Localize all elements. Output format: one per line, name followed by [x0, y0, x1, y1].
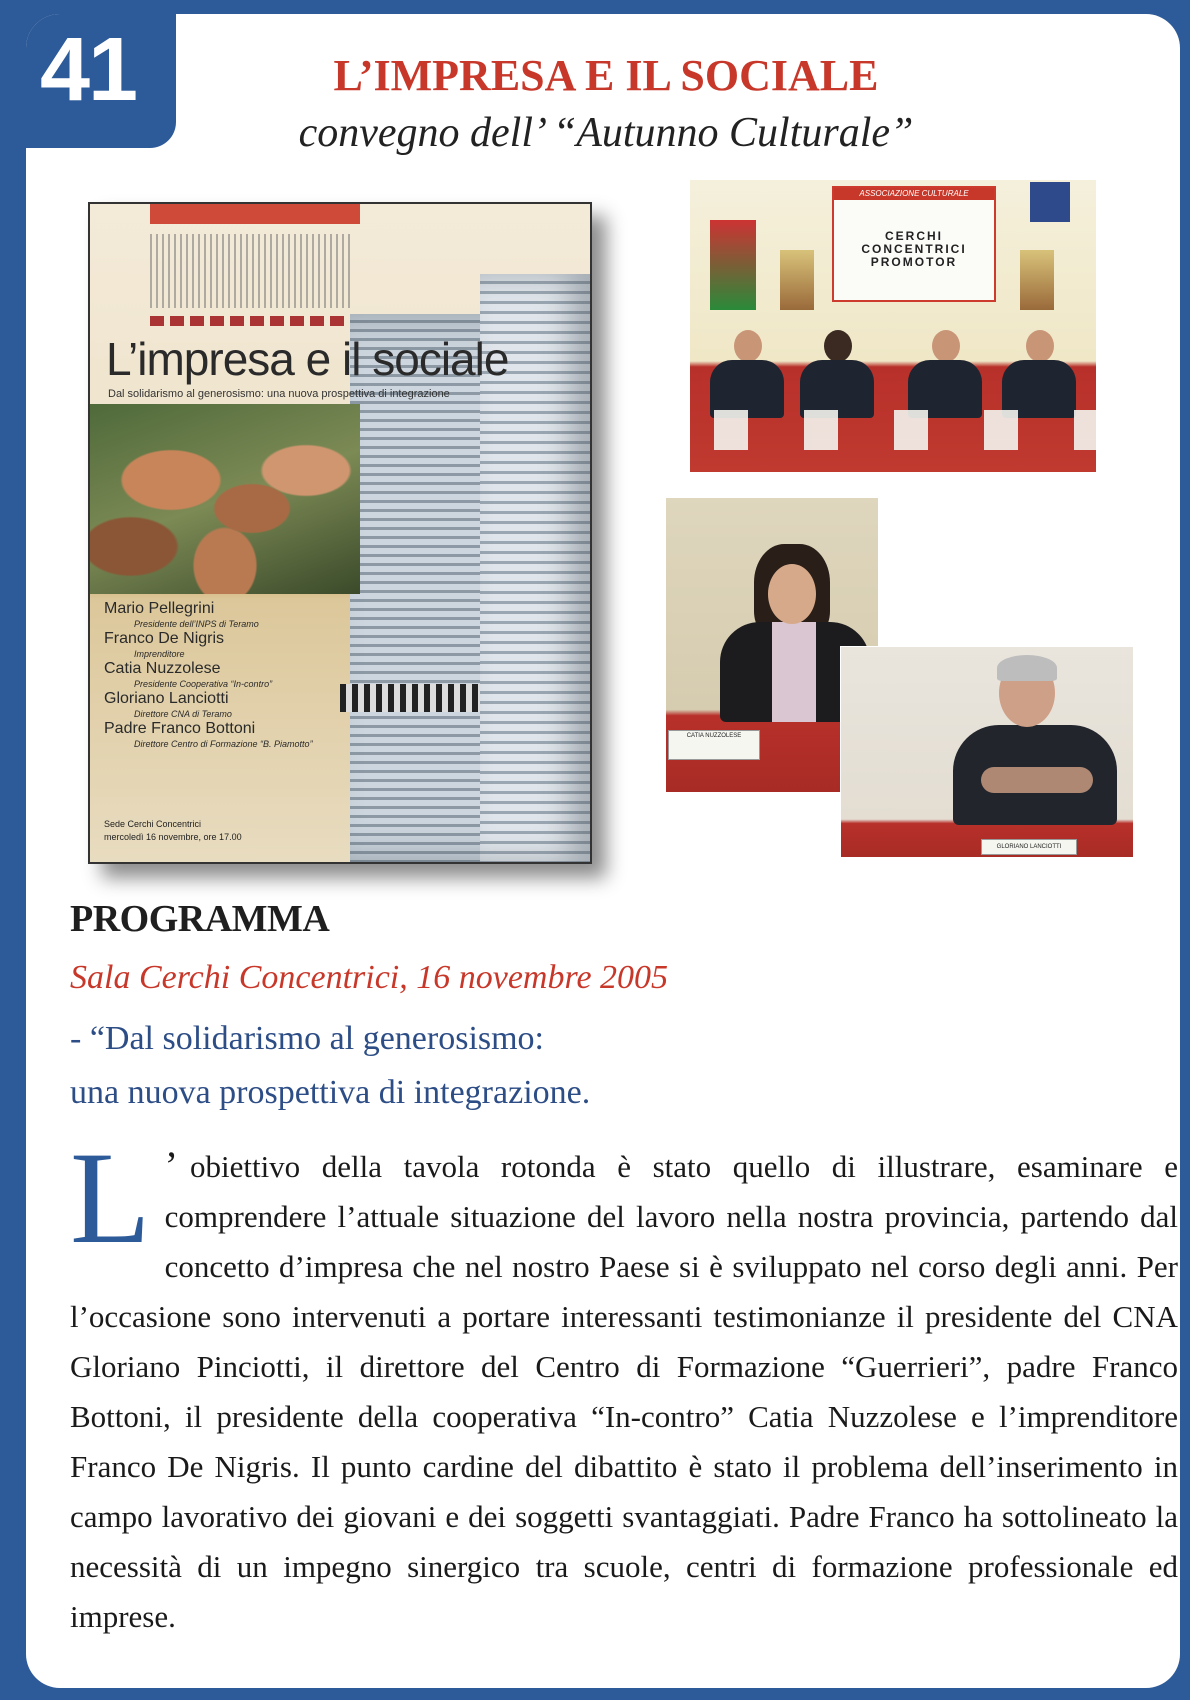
table-name-cards	[690, 410, 1096, 450]
session-title-line: - “Dal solidarismo al generosismo:	[70, 1020, 545, 1057]
poster-date-line: mercoledì 16 novembre, ore 17.00	[104, 832, 242, 842]
poster-venue	[104, 818, 334, 844]
hair	[997, 655, 1057, 681]
poster-speaker	[104, 720, 334, 750]
raised-hands-photo	[90, 404, 360, 594]
page-number: 41	[40, 20, 137, 120]
poster-venue-line: Sede Cerchi Concentrici	[104, 819, 202, 829]
speaker-name: Mario Pellegrini	[104, 600, 215, 617]
association-banner	[832, 186, 996, 302]
section-heading: PROGRAMMA	[70, 898, 330, 940]
panelist-head	[734, 330, 762, 362]
poster-speaker	[104, 630, 334, 660]
panelist-head	[824, 330, 852, 362]
poster-tagline: Dal solidarismo al generosismo: una nuova prospettiva di integrazione	[108, 388, 450, 400]
session-title	[70, 1012, 1170, 1120]
poster-pattern	[150, 234, 350, 308]
page-card	[26, 14, 1180, 1688]
wall-poster	[780, 250, 814, 310]
speaker-role: Imprenditore	[134, 649, 185, 659]
speaker-role: Direttore Centro di Formazione “B. Piamotto”	[134, 739, 313, 749]
speaker-name: Catia Nuzzolese	[104, 660, 221, 677]
session-title-line: una nuova prospettiva di integrazione.	[70, 1074, 591, 1111]
page-subtitle: convegno dell’ “Autunno Culturale”	[298, 110, 914, 156]
poster-speaker	[104, 690, 334, 720]
face	[768, 564, 816, 624]
poster-speaker-list	[104, 600, 334, 750]
panelist-head	[1026, 330, 1054, 362]
poster-speaker	[104, 600, 334, 630]
page-title: L’IMPRESA E IL SOCIALE	[333, 51, 879, 100]
poster-title: L’impresa e il sociale	[106, 333, 509, 385]
event-venue-date: Sala Cerchi Concentrici, 16 novembre 2005	[70, 959, 669, 996]
wall-poster	[1030, 182, 1070, 222]
speaker-man-photo	[840, 646, 1134, 858]
drop-cap: L	[70, 1124, 151, 1271]
nameplate: GLORIANO LANCIOTTI	[981, 839, 1077, 855]
drop-cap-apostrophe: ’	[164, 1143, 178, 1188]
speaker-name: Padre Franco Bottoni	[104, 720, 256, 737]
poster-pattern-red	[150, 316, 350, 326]
article-body	[70, 1124, 1178, 1642]
poster-speaker	[104, 660, 334, 690]
poster-red-bar	[150, 204, 360, 224]
speaker-name: Gloriano Lanciotti	[104, 690, 229, 707]
article-paragraph: obiettivo della tavola rotonda è stato quello di illustrare, esaminare e comprendere l’attuale situazione del lavoro nella nostra provincia, partendo dal concetto d’impresa che nel nostro Paese si è sviluppato nel corso degli anni. Per l’occasione sono intervenuti a portare interessanti testimonianze il presidente del CNA Gloriano Pinciotti, il direttore del Centro di Formazione “Guerrieri”, padre Franco Bottoni, il presidente della cooperativa “In-contro” Catia Nuzzolese e l’imprenditore Franco De Nigris. Il punto cardine del dibattito è stato il problema dell’inserimento in campo lavorativo dei giovani e dei soggetti svantaggiati. Padre Franco ha sottolineato la necessità di un impegno sinergico tra scuole, centri di formazione professionale ed imprese.	[70, 1149, 1178, 1634]
nameplate: CATIA NUZZOLESE	[668, 730, 760, 760]
crossed-arms	[981, 767, 1093, 793]
panelist-head	[932, 330, 960, 362]
wall-poster	[1020, 250, 1054, 310]
speaker-role: Direttore CNA di Teramo	[134, 709, 232, 719]
event-poster-image	[88, 202, 592, 864]
speaker-role: Presidente dell’INPS di Teramo	[134, 619, 259, 629]
wall-poster	[710, 220, 756, 310]
speaker-role: Presidente Cooperativa “In-contro”	[134, 679, 273, 689]
page-number-tab	[26, 14, 176, 148]
banner-text: CERCHI CONCENTRICI PROMOTOR	[861, 229, 967, 269]
banner-heading: ASSOCIAZIONE CULTURALE	[834, 188, 994, 200]
skyscraper-band	[340, 684, 480, 712]
speaker-name: Franco De Nigris	[104, 630, 225, 647]
sweater	[772, 622, 816, 722]
panel-discussion-photo	[690, 180, 1096, 472]
